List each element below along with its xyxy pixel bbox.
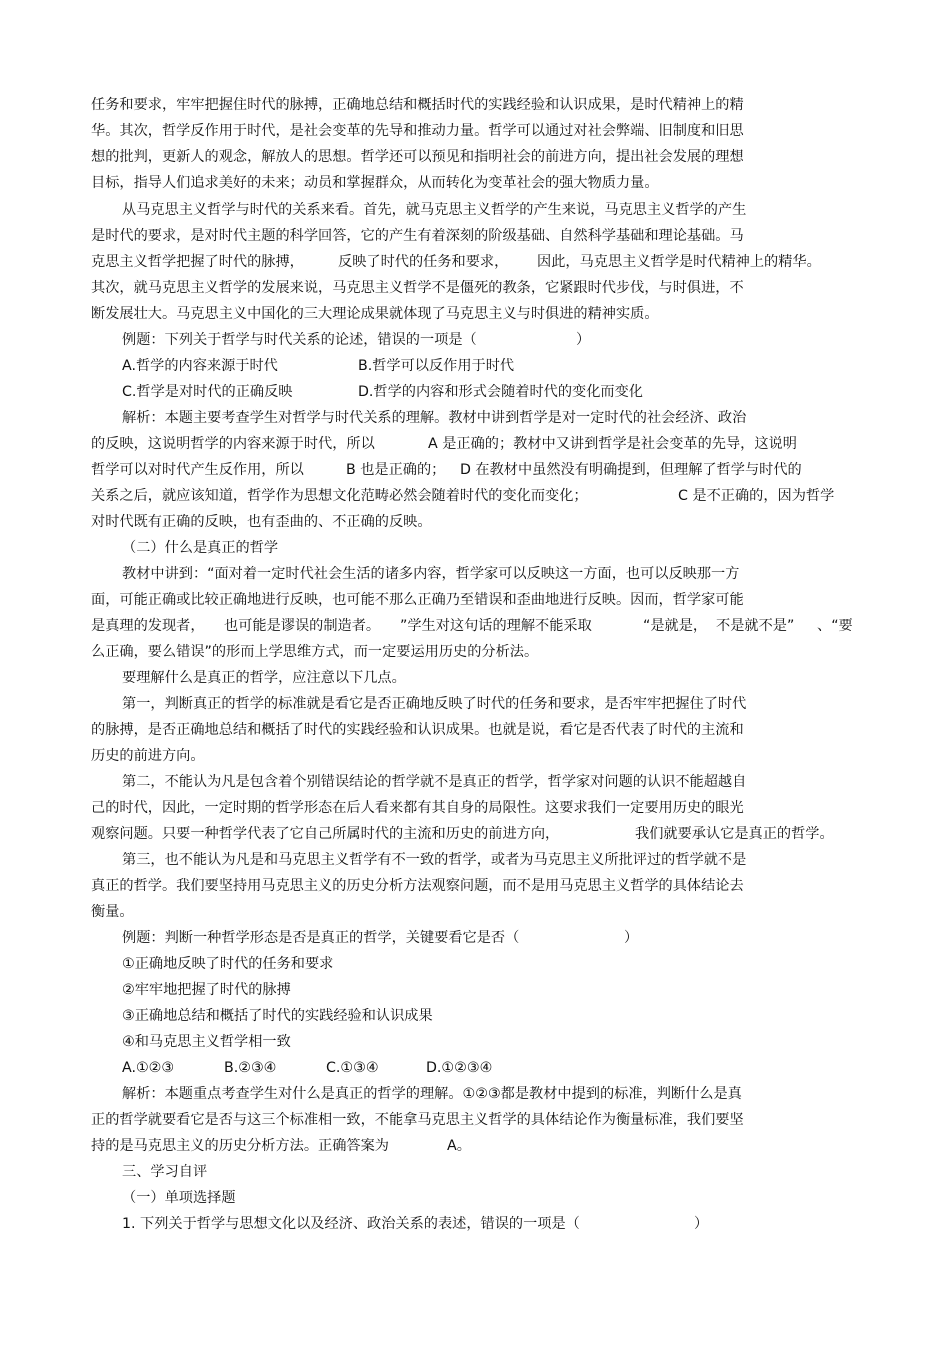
text-run: ③正确地总结和概括了时代的实践经验和认识成果 bbox=[122, 1008, 433, 1024]
text-line bbox=[0, 745, 950, 767]
text-run: 解析：本题重点考查学生对什么是真正的哲学的理解。①②③都是教材中提到的标准，判断什么是真 bbox=[122, 1086, 742, 1102]
text-line bbox=[0, 667, 950, 689]
text-line bbox=[0, 823, 950, 845]
text-run: 教材中讲到：“面对着一定时代社会生活的诸多内容，哲学家可以反映这一方面，也可以反映那一方 bbox=[122, 566, 740, 582]
text-line bbox=[0, 927, 950, 949]
text-run: ”学生对这句话的理解不能采取 bbox=[400, 618, 592, 634]
text-run: C 是不正确的，因为哲学 bbox=[678, 488, 835, 504]
text-line bbox=[0, 355, 950, 377]
text-run: 观察问题。只要一种哲学代表了它自己所属时代的主流和历史的前进方向， bbox=[91, 826, 560, 842]
text-run: 例题：判断一种哲学形态是否是真正的哲学，关键要看它是否（ bbox=[122, 930, 520, 946]
text-run: ①正确地反映了时代的任务和要求 bbox=[122, 956, 334, 972]
text-run: 的反映，这说明哲学的内容来源于时代，所以 bbox=[91, 436, 375, 452]
text-line bbox=[0, 199, 950, 221]
text-line bbox=[0, 146, 950, 168]
text-line bbox=[0, 719, 950, 741]
text-line bbox=[0, 1187, 950, 1209]
text-line bbox=[0, 875, 950, 897]
text-line bbox=[0, 563, 950, 585]
text-line bbox=[0, 1031, 950, 1053]
text-run: B.哲学可以反作用于时代 bbox=[358, 358, 515, 374]
text-line bbox=[0, 94, 950, 116]
text-run: 是真理的发现者， bbox=[91, 618, 205, 634]
text-line bbox=[0, 589, 950, 611]
text-run: 要理解什么是真正的哲学，应注意以下几点。 bbox=[122, 670, 406, 686]
text-line bbox=[0, 979, 950, 1001]
text-run: 持的是马克思主义的历史分析方法。正确答案为 bbox=[91, 1138, 389, 1154]
text-run: 因此，马克思主义哲学是时代精神上的精华。 bbox=[537, 254, 821, 270]
text-line bbox=[0, 251, 950, 273]
text-run: 反映了时代的任务和要求， bbox=[338, 254, 509, 270]
text-line bbox=[0, 849, 950, 871]
text-run: 真正的哲学。我们要坚持用马克思主义的历史分析方法观察问题，而不是用马克思主义哲学的具体结论去 bbox=[91, 878, 744, 894]
text-line bbox=[0, 511, 950, 533]
text-line bbox=[0, 1135, 950, 1157]
text-run: 对时代既有正确的反映，也有歪曲的、不正确的反映。 bbox=[91, 514, 432, 530]
text-run: 想的批判，更新人的观念，解放人的思想。哲学还可以预见和指明社会的前进方向，提出社会发展的理想 bbox=[91, 149, 744, 165]
text-run: 不是就不是” bbox=[716, 618, 795, 634]
text-run: 1. 下列关于哲学与思想文化以及经济、政治关系的表述，错误的一项是（ bbox=[122, 1216, 580, 1232]
text-run: D.哲学的内容和形式会随着时代的变化而变化 bbox=[358, 384, 643, 400]
text-line bbox=[0, 329, 950, 351]
text-run: 衡量。 bbox=[91, 904, 134, 920]
text-line bbox=[0, 615, 950, 637]
text-line bbox=[0, 1109, 950, 1131]
text-run: （一）单项选择题 bbox=[122, 1190, 236, 1206]
text-run: 三、学习自评 bbox=[122, 1164, 208, 1180]
text-line bbox=[0, 693, 950, 715]
text-line bbox=[0, 485, 950, 507]
text-run: B.②③④ bbox=[224, 1060, 277, 1076]
text-line bbox=[0, 459, 950, 481]
text-line bbox=[0, 1083, 950, 1105]
text-line bbox=[0, 407, 950, 429]
text-line bbox=[0, 641, 950, 663]
text-run: 从马克思主义哲学与时代的关系来看。首先，就马克思主义哲学的产生来说，马克思主义哲学的产生 bbox=[122, 202, 747, 218]
text-run: 正的哲学就要看它是否与这三个标准相一致，不能拿马克思主义哲学的具体结论作为衡量标准，我们要坚 bbox=[91, 1112, 744, 1128]
text-line bbox=[0, 1005, 950, 1027]
text-run: A 是正确的；教材中又讲到哲学是社会变革的先导，这说明 bbox=[428, 436, 797, 452]
text-line bbox=[0, 1057, 950, 1079]
text-run: ） bbox=[624, 930, 639, 946]
text-line bbox=[0, 953, 950, 975]
text-run: 第二，不能认为凡是包含着个别错误结论的哲学就不是真正的哲学，哲学家对问题的认识不能超越自 bbox=[122, 774, 747, 790]
text-run: 断发展壮大。马克思主义中国化的三大理论成果就体现了马克思主义与时俱进的精神实质。 bbox=[91, 306, 659, 322]
text-run: 的脉搏，是否正确地总结和概括了时代的实践经验和认识成果。也就是说，看它是否代表了时代的主流和 bbox=[91, 722, 744, 738]
text-line bbox=[0, 120, 950, 142]
text-run: D 在教材中虽然没有明确提到，但理解了哲学与时代的 bbox=[460, 462, 802, 478]
text-line bbox=[0, 277, 950, 299]
text-run: ②牢牢地把握了时代的脉搏 bbox=[122, 982, 291, 998]
text-line bbox=[0, 303, 950, 325]
text-run: 目标，指导人们追求美好的未来；动员和掌握群众，从而转化为变革社会的强大物质力量。 bbox=[91, 175, 659, 191]
text-run: 克思主义哲学把握了时代的脉搏， bbox=[91, 254, 304, 270]
text-run: 么正确，要么错误”的形而上学思维方式，而一定要运用历史的分析法。 bbox=[91, 644, 539, 660]
text-run: 己的时代，因此，一定时期的哲学形态在后人看来都有其自身的局限性。这要求我们一定要用历史的眼光 bbox=[91, 800, 744, 816]
text-run: 第一，判断真正的哲学的标准就是看它是否正确地反映了时代的任务和要求，是否牢牢把握住了时代 bbox=[122, 696, 747, 712]
text-line bbox=[0, 172, 950, 194]
text-run: 任务和要求，牢牢把握住时代的脉搏，正确地总结和概括时代的实践经验和认识成果，是时代精神上的精 bbox=[91, 97, 744, 113]
text-run: 例题：下列关于哲学与时代关系的论述，错误的一项是（ bbox=[122, 332, 477, 348]
text-line bbox=[0, 1161, 950, 1183]
text-line bbox=[0, 1213, 950, 1235]
text-run: ） bbox=[694, 1216, 709, 1232]
text-line bbox=[0, 225, 950, 247]
text-run: （二）什么是真正的哲学 bbox=[122, 540, 279, 556]
text-run: C.①③④ bbox=[326, 1060, 379, 1076]
text-run: A。 bbox=[447, 1138, 471, 1154]
text-run: 也可能是谬误的制造者。 bbox=[224, 618, 381, 634]
text-run: 解析：本题主要考查学生对哲学与时代关系的理解。教材中讲到哲学是对一定时代的社会经济、政治 bbox=[122, 410, 747, 426]
text-run: B 也是正确的； bbox=[346, 462, 446, 478]
text-run: “是就是， bbox=[643, 618, 708, 634]
text-line bbox=[0, 537, 950, 559]
text-line bbox=[0, 901, 950, 923]
text-line bbox=[0, 433, 950, 455]
text-run: A.哲学的内容来源于时代 bbox=[122, 358, 278, 374]
text-line bbox=[0, 797, 950, 819]
text-run: 面，可能正确或比较正确地进行反映，也可能不那么正确乃至错误和歪曲地进行反映。因而，哲学家可能 bbox=[91, 592, 744, 608]
text-run: A.①②③ bbox=[122, 1060, 175, 1076]
text-run: 关系之后，就应该知道，哲学作为思想文化范畴必然会随着时代的变化而变化； bbox=[91, 488, 588, 504]
text-run: ） bbox=[576, 332, 591, 348]
text-run: 其次，就马克思主义哲学的发展来说，马克思主义哲学不是僵死的教条，它紧跟时代步伐，与时俱进，不 bbox=[91, 280, 744, 296]
text-run: 历史的前进方向。 bbox=[91, 748, 205, 764]
text-run: 哲学可以对时代产生反作用，所以 bbox=[91, 462, 304, 478]
text-line bbox=[0, 381, 950, 403]
text-run: 、“要 bbox=[817, 618, 853, 634]
text-line bbox=[0, 771, 950, 793]
text-run: D.①②③④ bbox=[426, 1060, 493, 1076]
text-run: 是时代的要求，是对时代主题的科学回答，它的产生有着深刻的阶级基础、自然科学基础和理论基础。马 bbox=[91, 228, 744, 244]
text-run: 第三，也不能认为凡是和马克思主义哲学有不一致的哲学，或者为马克思主义所批评过的哲学就不是 bbox=[122, 852, 747, 868]
text-run: C.哲学是对时代的正确反映 bbox=[122, 384, 293, 400]
text-run: 华。其次，哲学反作用于时代，是社会变革的先导和推动力量。哲学可以通过对社会弊端、旧制度和旧思 bbox=[91, 123, 744, 139]
text-run: 我们就要承认它是真正的哲学。 bbox=[635, 826, 834, 842]
text-run: ④和马克思主义哲学相一致 bbox=[122, 1034, 291, 1050]
